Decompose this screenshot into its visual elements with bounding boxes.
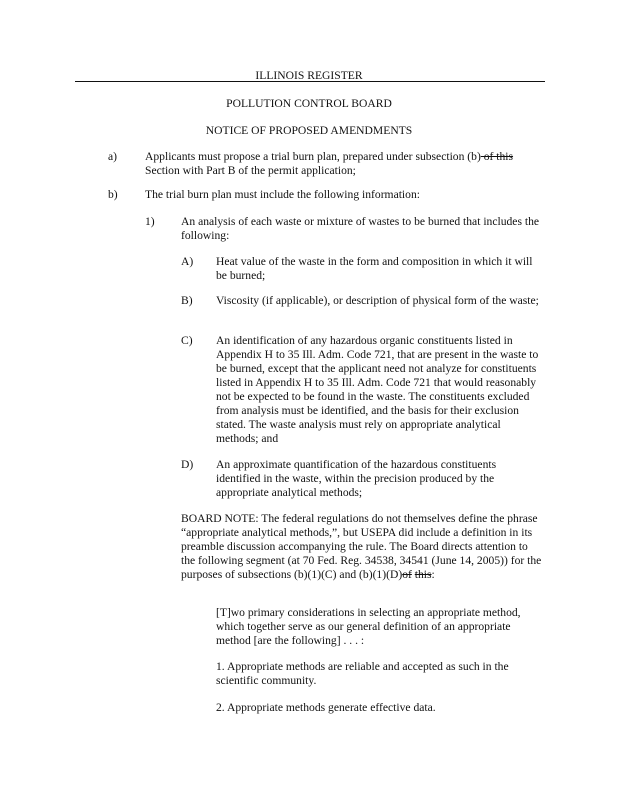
item-a-text bbox=[145, 150, 545, 178]
item-1-label: 1) bbox=[145, 215, 155, 228]
board-note-strike: of bbox=[402, 568, 412, 581]
item-A-text: Heat value of the waste in the form and composition in which it will be burned; bbox=[216, 255, 533, 282]
board-note bbox=[181, 512, 543, 582]
board-note-strike-2: this bbox=[414, 568, 432, 581]
item-1-text: An analysis of each waste or mixture of wastes to be burned that includes the following: bbox=[181, 215, 540, 242]
item-a-text-2: Section with Part B of the permit application; bbox=[145, 164, 356, 177]
item-a-text-1: Applicants must propose a trial burn plan, prepared under subsection (b) bbox=[145, 150, 481, 163]
register-title: ILLINOIS REGISTER bbox=[255, 69, 363, 82]
item-b-label: b) bbox=[108, 188, 118, 201]
item-D-text: An approximate quantification of the hazardous constituents identified in the waste, within the precision produced by the appropriate analytical methods; bbox=[216, 458, 497, 499]
quote-point-2: 2. Appropriate methods generate effective data. bbox=[216, 701, 436, 714]
item-B-text: Viscosity (if applicable), or description of physical form of the waste; bbox=[216, 294, 539, 307]
item-D-label: D) bbox=[181, 458, 194, 471]
board-note-text: BOARD NOTE: The federal regulations do not themselves define the phrase “appropriate analytical methods,”, but USEPA did include a definition in its preamble discussion accompanying the rule. The Board directs attention to the following segment (at 70 Fed. Reg. 34538, 34541 (June 14, 2005)) for the purposes of subsections (b)(1)(C) and (b)(1)(D) bbox=[181, 512, 542, 581]
item-C-text: An identification of any hazardous organic constituents listed in Appendix H to 35 Ill. Adm. Code 721, that are present in the waste to be burned, except that the applicant need not analyze for constituents listed in Appendix H to 35 Ill. Adm. Code 721 that would reasonably not be expected to be found in the waste. The constituents excluded from analysis must be identified, and the basis for their exclusion stated. The waste analysis must rely on appropriate analytical methods; and bbox=[216, 334, 539, 445]
item-a-label: a) bbox=[108, 150, 118, 163]
board-title: POLLUTION CONTROL BOARD bbox=[226, 97, 392, 110]
notice-title: NOTICE OF PROPOSED AMENDMENTS bbox=[205, 124, 413, 137]
quote-intro: [T]wo primary considerations in selecting an appropriate method, which together serve as our general definition of an appropriate method [are the following] . . . : bbox=[216, 606, 521, 647]
item-A-label: A) bbox=[181, 255, 194, 268]
item-b-text: The trial burn plan must include the following information: bbox=[145, 188, 420, 201]
quote-point-1: 1. Appropriate methods are reliable and accepted as such in the scientific community. bbox=[216, 660, 509, 687]
item-C-label: C) bbox=[181, 334, 193, 347]
item-a-strike: of this bbox=[480, 150, 514, 163]
item-B-label: B) bbox=[181, 294, 193, 307]
board-note-end: : bbox=[431, 568, 435, 581]
